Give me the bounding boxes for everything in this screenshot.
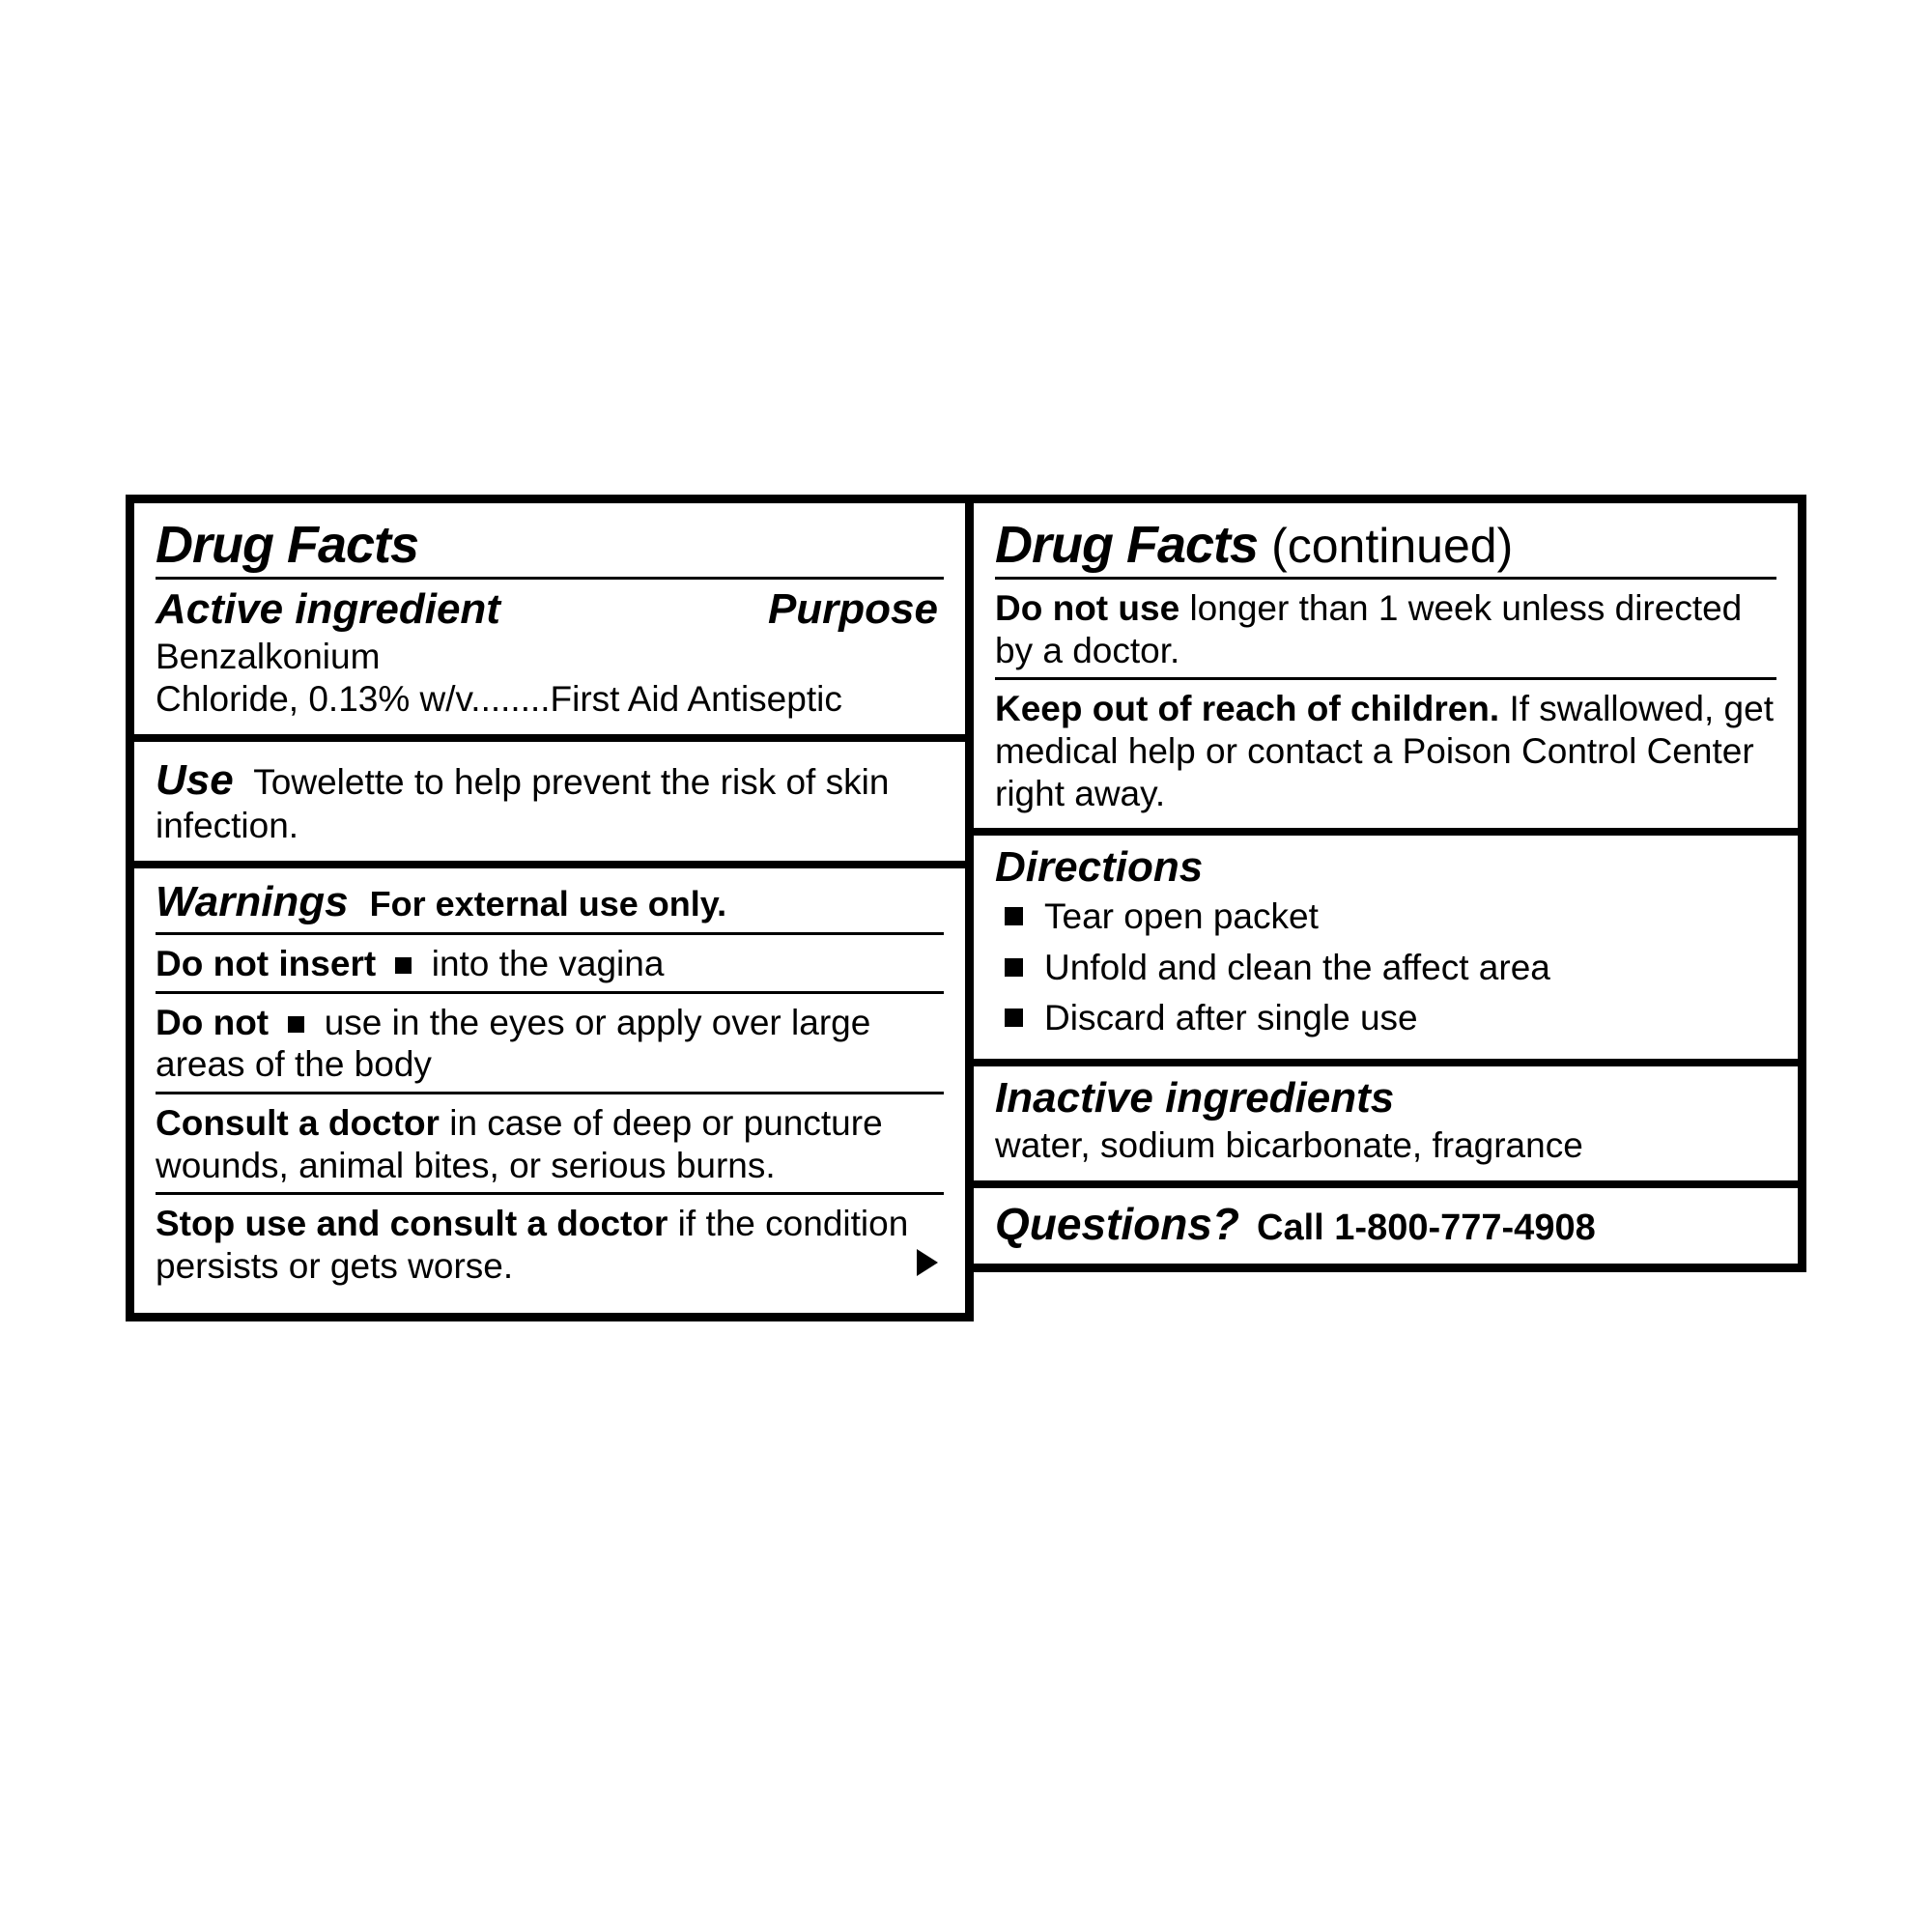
use-section [134, 734, 965, 862]
use-heading: Use [156, 755, 234, 804]
warning-item-text: if the condition persists or gets worse. [156, 1204, 909, 1286]
continued-title-section [974, 503, 1798, 828]
inactive-ingredients-section [974, 1059, 1798, 1180]
directions-item [995, 894, 1776, 940]
warning-item-text: into the vagina [431, 944, 665, 984]
directions-item-label: Tear open packet [1044, 896, 1319, 937]
warnings-heading-row [156, 878, 944, 926]
square-bullet-icon [1005, 1009, 1023, 1027]
questions-phone: Call 1-800-777-4908 [1257, 1207, 1596, 1248]
keep-out-rest: If swallowed, get medical help or contact a Poison Control Center right away. [995, 689, 1774, 813]
drug-facts-main-panel [126, 495, 974, 1321]
divider [156, 1092, 944, 1094]
do-not-use-text [995, 587, 1776, 671]
warnings-section [134, 861, 965, 1313]
directions-item [995, 995, 1776, 1041]
directions-item [995, 945, 1776, 991]
divider [156, 1192, 944, 1195]
active-ingredient-heading: Active ingredient [156, 585, 500, 633]
divider [995, 577, 1776, 580]
questions-heading: Questions? [995, 1198, 1240, 1249]
divider [156, 991, 944, 994]
directions-item-label: Unfold and clean the affect area [1044, 947, 1550, 987]
warning-item-bold: Do not [156, 1002, 270, 1042]
continued-title-text: Drug Facts [995, 516, 1259, 574]
square-bullet-icon [395, 957, 412, 974]
active-ingredient-line-2: Chloride, 0.13% w/v........First Aid Antiseptic [156, 678, 842, 719]
drug-facts-label [126, 495, 1806, 1441]
do-not-use-rest: longer than 1 week unless directed by a doctor. [995, 588, 1743, 670]
square-bullet-icon [1005, 958, 1023, 977]
warning-item [156, 1002, 944, 1086]
do-not-use-bold: Do not use [995, 588, 1180, 628]
keep-out-bold: Keep out of reach of children. [995, 689, 1500, 729]
inactive-heading-row [995, 1073, 1776, 1122]
main-title-section [134, 503, 965, 734]
square-bullet-icon [288, 1016, 304, 1033]
divider [995, 677, 1776, 680]
questions-row [995, 1198, 1776, 1250]
inactive-heading: Inactive ingredients [995, 1073, 1395, 1122]
continued-title [995, 516, 1776, 574]
warning-item-bold: Consult a doctor [156, 1103, 440, 1144]
warning-item [156, 943, 944, 985]
continued-title-suffix: (continued) [1271, 519, 1514, 573]
inactive-text: water, sodium bicarbonate, fragrance [995, 1124, 1583, 1165]
warning-item-text: in case of deep or puncture wounds, animal bites, or serious burns. [156, 1103, 883, 1185]
directions-section [974, 828, 1798, 1058]
drug-facts-continued-panel [965, 495, 1806, 1272]
warnings-heading: Warnings [156, 878, 349, 926]
warning-item-text: use in the eyes or apply over large areas of the body [156, 1002, 871, 1085]
divider [156, 577, 944, 580]
drug-facts-title: Drug Facts [156, 516, 419, 574]
warning-item-bold: Do not insert [156, 944, 377, 984]
directions-item-label: Discard after single use [1044, 997, 1418, 1037]
directions-heading: Directions [995, 843, 1204, 892]
directions-heading-row [995, 845, 1776, 890]
warning-item-bold: Stop use and consult a doctor [156, 1204, 668, 1244]
active-ingredient-heading-row [156, 587, 944, 632]
use-text: Towelette to help prevent the risk of skin infection. [156, 761, 890, 846]
warnings-subheading: For external use only. [369, 884, 727, 924]
continuation-arrow-icon [917, 1249, 938, 1276]
warning-item [156, 1203, 944, 1287]
divider [156, 932, 944, 935]
warning-item [156, 1102, 944, 1186]
questions-section [974, 1180, 1798, 1264]
use-text-block [156, 755, 944, 848]
square-bullet-icon [1005, 907, 1023, 925]
purpose-heading: Purpose [767, 585, 938, 633]
keep-out-of-reach-text [995, 688, 1776, 814]
active-ingredient-line-1: Benzalkonium [156, 637, 381, 677]
